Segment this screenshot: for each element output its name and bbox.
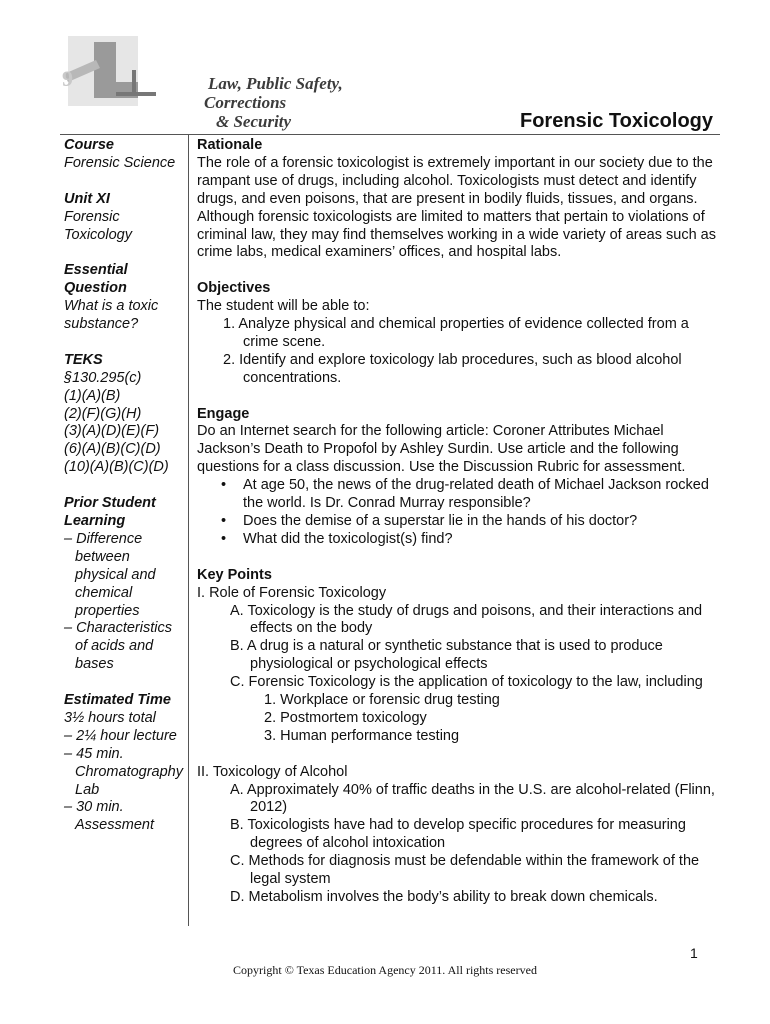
rationale-heading: Rationale <box>197 137 263 153</box>
objectives-heading: Objectives <box>197 280 271 297</box>
engage-heading: Engage <box>197 405 250 422</box>
teks-line: (10)(A)(B)(C)(D) <box>64 459 169 476</box>
key-point-item: B. A drug is a natural or synthetic substance that is used to produce physiological or psychological effects <box>230 638 663 673</box>
key-points-heading: Key Points <box>197 566 272 583</box>
prior-learning-item: – Characteristics of acids and bases <box>64 620 172 673</box>
unit-value-line-2: Toxicology <box>64 226 132 243</box>
logo-line-3: & Security <box>216 112 292 131</box>
essential-question-heading-1: Essential <box>64 262 128 279</box>
header-divider <box>60 134 720 135</box>
key-point-item: A. Approximately 40% of traffic deaths in the U.S. are alcohol-related (Flinn, 2012) <box>230 781 715 816</box>
rationale-text: The role of a forensic toxicologist is extremely important in our society due to the rampant use of drugs, including alcohol. Toxicologists must detect and identify drugs, and even poisons, that are present in bodily fluids, tissues, and organs. Although forensic toxicologists are limited to matters that pertain to violations of criminal law, they may find themselves working in a wide variety of areas such as crime labs, medical examiners’ offices, and hospital labs. <box>197 154 716 261</box>
column-divider <box>188 134 189 926</box>
engage-bullet: • At age 50, the news of the drug-related death of Michael Jackson rocked the world. Is Dr. Conrad Murray responsible? <box>197 477 725 513</box>
logo-line-2: Corrections <box>204 93 287 112</box>
page-number: 1 <box>690 945 698 961</box>
unit-heading: Unit XI <box>64 190 110 207</box>
estimated-time-item: – 2¼ hour lecture <box>64 727 177 744</box>
main-content <box>197 137 725 907</box>
prior-learning-heading-1: Prior Student <box>64 495 156 512</box>
estimated-time-total: 3½ hours total <box>64 709 156 726</box>
essential-question-line-1: What is a toxic <box>64 298 159 315</box>
key-point-item: C. Forensic Toxicology is the application of toxicology to the law, including <box>230 674 703 691</box>
prior-learning-heading-2: Learning <box>64 512 126 529</box>
teks-line: (6)(A)(B)(C)(D) <box>64 441 161 458</box>
estimated-time-item: – 30 min. Assessment <box>64 799 154 834</box>
objectives-intro: The student will be able to: <box>197 298 370 315</box>
teks-line: (2)(F)(G)(H) <box>64 405 142 422</box>
objective-item: 1. Analyze physical and chemical properties of evidence collected from a crime scene. <box>223 316 689 350</box>
prior-learning-item: – Difference between physical and chemical properties <box>64 530 156 619</box>
key-point-section: I. Role of Forensic Toxicology <box>197 584 387 601</box>
engage-bullet: • What did the toxicologist(s) find? <box>197 531 725 549</box>
course-value: Forensic Science <box>64 154 176 171</box>
objective-item: 2. Identify and explore toxicology lab procedures, such as blood alcohol concentrations. <box>223 351 682 386</box>
logo-wordmark <box>204 74 343 131</box>
svg-text:9: 9 <box>62 66 73 91</box>
copyright-footer: Copyright © Texas Education Agency 2011. All rights reserved <box>233 963 537 977</box>
essential-question-line-2: substance? <box>64 316 139 333</box>
key-point-item: D. Metabolism involves the body’s ability to break down chemicals. <box>230 889 658 905</box>
course-heading: Course <box>64 137 114 153</box>
key-point-section: II. Toxicology of Alcohol <box>197 763 348 780</box>
engage-bullet: • Does the demise of a superstar lie in the hands of his doctor? <box>197 513 725 531</box>
key-point-item: B. Toxicologists have had to develop specific procedures for measuring degrees of alcohol intoxication <box>230 817 686 852</box>
estimated-time-heading: Estimated Time <box>64 692 171 709</box>
engage-text: Do an Internet search for the following article: Coroner Attributes Michael Jackson’s Death to Propofol by Ashley Surdin. Use article and the following questions for a class discussion. Use the Discussion Rubric for assessment. <box>197 423 686 476</box>
sidebar <box>64 137 182 835</box>
key-point-subitem: 1. Workplace or forensic drug testing <box>264 692 500 709</box>
key-point-item: C. Methods for diagnosis must be defendable within the framework of the legal system <box>230 853 700 888</box>
key-point-item: A. Toxicology is the study of drugs and poisons, and their interactions and effects on the body <box>230 602 703 637</box>
estimated-time-item: – 45 min. Chromatography Lab <box>64 745 183 798</box>
key-point-subitem: 3. Human performance testing <box>264 727 460 744</box>
teks-line: (3)(A)(D)(E)(F) <box>64 423 160 440</box>
page-title: Forensic Toxicology <box>520 110 713 132</box>
program-logo <box>60 30 343 131</box>
teks-heading: TEKS <box>64 351 103 368</box>
key-point-subitem: 2. Postmortem toxicology <box>264 709 427 726</box>
logo-line-1: Law, Public Safety, <box>208 74 343 93</box>
teks-line: (1)(A)(B) <box>64 387 121 404</box>
unit-value-line-1: Forensic <box>64 208 120 225</box>
teks-line: §130.295(c) <box>64 369 142 386</box>
essential-question-heading-2: Question <box>64 280 127 297</box>
